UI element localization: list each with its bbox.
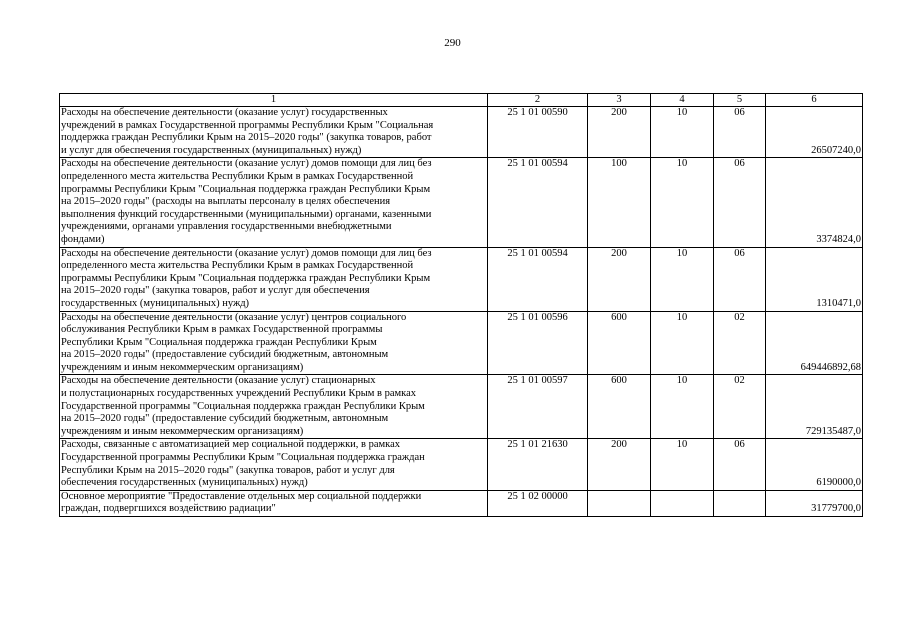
table-row <box>60 439 863 490</box>
row-section: 10 <box>651 247 714 311</box>
row-description: Расходы на обеспечение деятельности (оказание услуг) центров социального обслуживания Республики Крым в рамках Государственной программы Республики Крым "Социальная поддержка граждан Республики Крым на 2015–2020 годы" (предоставление субсидий бюджетным, автономным учреждениям и иным некоммерческим организациям) <box>60 311 488 375</box>
row-target-code: 25 1 01 00594 <box>488 247 588 311</box>
row-expense-type <box>588 490 651 516</box>
row-expense-type: 600 <box>588 311 651 375</box>
row-description: Расходы на обеспечение деятельности (оказание услуг) домов помощи для лиц без определенного места жительства Республики Крым в рамках Государственной программы Республики Крым "Социальная поддержка граждан Республики Крым на 2015–2020 годы" (расходы на выплаты персоналу в целях обеспечения выполнения функций государственными (муниципальными) органами, казенными учреждениями, органами управления государственными внебюджетными фондами) <box>60 158 488 247</box>
row-subsection: 06 <box>714 107 766 158</box>
row-sum: 26507240,0 <box>766 107 863 158</box>
column-header-6: 6 <box>766 94 863 107</box>
row-sum: 31779700,0 <box>766 490 863 516</box>
row-expense-type: 100 <box>588 158 651 247</box>
row-sum: 649446892,68 <box>766 311 863 375</box>
row-description: Расходы на обеспечение деятельности (оказание услуг) домов помощи для лиц без определенного места жительства Республики Крым в рамках Государственной программы Республики Крым "Социальная поддержка граждан Республики Крым на 2015–2020 годы" (закупка товаров, работ и услуг для обеспечения государственных (муниципальных) нужд) <box>60 247 488 311</box>
table-row <box>60 107 863 158</box>
row-expense-type: 600 <box>588 375 651 439</box>
row-target-code: 25 1 01 00597 <box>488 375 588 439</box>
row-description: Основное мероприятие "Предоставление отдельных мер социальной поддержки граждан, подвергшихся воздействию радиации" <box>60 490 488 516</box>
table-row <box>60 490 863 516</box>
row-target-code: 25 1 01 21630 <box>488 439 588 490</box>
table-row <box>60 375 863 439</box>
row-target-code: 25 1 02 00000 <box>488 490 588 516</box>
table-row <box>60 158 863 247</box>
row-sum: 6190000,0 <box>766 439 863 490</box>
row-target-code: 25 1 01 00590 <box>488 107 588 158</box>
row-subsection <box>714 490 766 516</box>
table-row <box>60 311 863 375</box>
row-expense-type: 200 <box>588 107 651 158</box>
row-subsection: 06 <box>714 439 766 490</box>
column-header-5: 5 <box>714 94 766 107</box>
row-section: 10 <box>651 439 714 490</box>
row-expense-type: 200 <box>588 439 651 490</box>
row-sum: 1310471,0 <box>766 247 863 311</box>
row-section: 10 <box>651 375 714 439</box>
table-header-row <box>60 94 863 107</box>
row-target-code: 25 1 01 00596 <box>488 311 588 375</box>
row-description: Расходы на обеспечение деятельности (оказание услуг) стационарных и полустационарных государственных учреждений Республики Крым в рамках Государственной программы "Социальная поддержка граждан Республики Крым на 2015–2020 годы" (предоставление субсидий бюджетным, автономным учреждениям и иным некоммерческим организациям) <box>60 375 488 439</box>
row-subsection: 06 <box>714 247 766 311</box>
row-description: Расходы, связанные с автоматизацией мер социальной поддержки, в рамках Государственной программы Республики Крым "Социальная поддержка граждан Республики Крым на 2015–2020 годы" (закупка товаров, работ и услуг для обеспечения государственных (муниципальных) нужд) <box>60 439 488 490</box>
row-section: 10 <box>651 158 714 247</box>
page-number: 290 <box>444 37 461 49</box>
column-header-3: 3 <box>588 94 651 107</box>
column-header-2: 2 <box>488 94 588 107</box>
row-subsection: 06 <box>714 158 766 247</box>
row-sum: 3374824,0 <box>766 158 863 247</box>
budget-table <box>59 93 863 517</box>
column-header-1: 1 <box>60 94 488 107</box>
row-section <box>651 490 714 516</box>
row-target-code: 25 1 01 00594 <box>488 158 588 247</box>
row-description: Расходы на обеспечение деятельности (оказание услуг) государственных учреждений в рамках Государственной программы Республики Крым "Социальная поддержка граждан Республики Крым на 2015–2020 годы" (закупка товаров, работ и услуг для обеспечения государственных (муниципальных) нужд) <box>60 107 488 158</box>
table-row <box>60 247 863 311</box>
row-expense-type: 200 <box>588 247 651 311</box>
row-subsection: 02 <box>714 375 766 439</box>
row-sum: 729135487,0 <box>766 375 863 439</box>
row-subsection: 02 <box>714 311 766 375</box>
column-header-4: 4 <box>651 94 714 107</box>
row-section: 10 <box>651 311 714 375</box>
row-section: 10 <box>651 107 714 158</box>
